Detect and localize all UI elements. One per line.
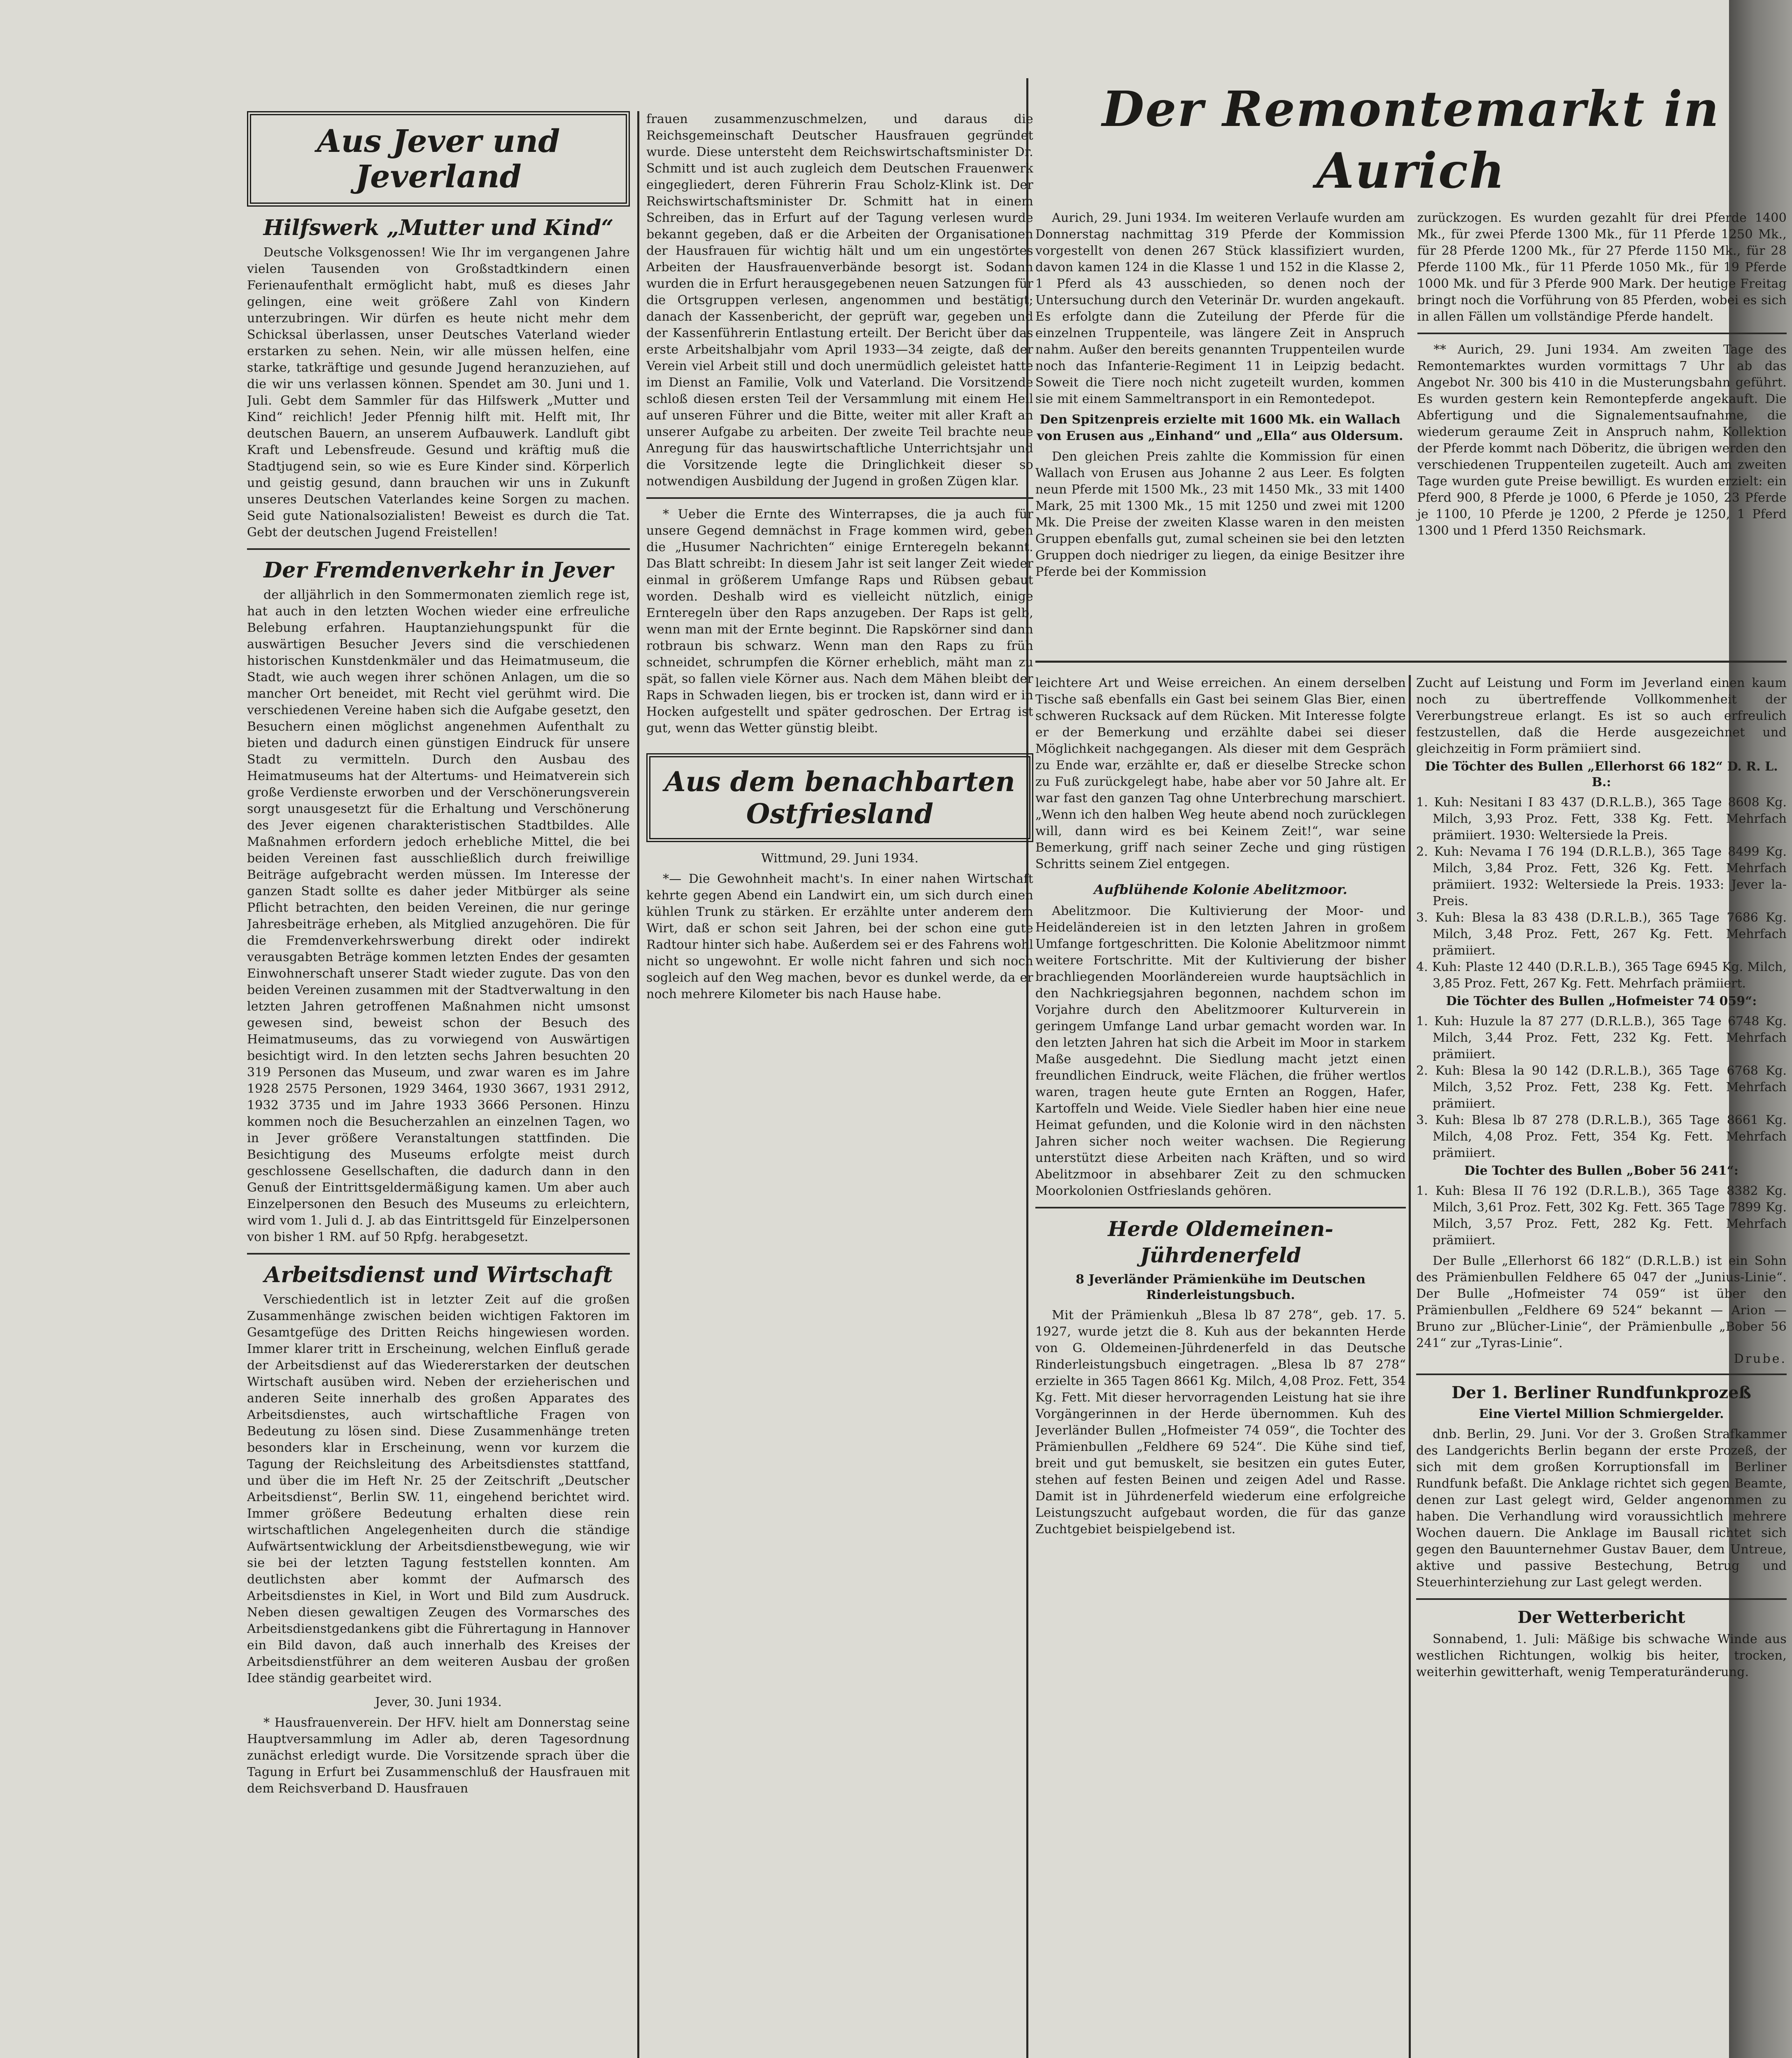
article-subtitle: 8 Jeverländer Prämienkühe im Deutschen Rinderleistungsbuch. bbox=[1076, 1272, 1366, 1302]
local-section-header: Aus Jever und Jeverland bbox=[247, 111, 630, 207]
dateline: Wittmund, 29. Juni 1934. bbox=[761, 851, 919, 866]
right-body bbox=[1417, 210, 1787, 580]
article-text: Den gleichen Preis zahlte die Kommission für einen Wallach von Erusen aus Johanne 2 aus Leer. Es folgten neun Pferde mit 1500 Mk., 23 mit 1450 Mk., 33 mit 1400 Mark, 25 mit 1300 Mk., 15 mit 1250 und zwei mit 1200 Mk. Die Preise der zweiten Klasse waren in den meisten Gruppen ebenfalls gut, zumal scheinen sie bei den letzten Gruppen doch niedriger zu liegen, da einige Besitzer ihre Pferde bei der Kommission bbox=[1035, 449, 1405, 579]
article-text: * Hausfrauenverein. Der HFV. hielt am Donnerstag seine Hauptversammlung im Adler ab, deren Tagesordnung zunächst erledigt wurde. Die Vorsitzende sprach über die Tagung in Erfurt bei Zusammenschluß der Hausfrauen mit dem Reichsverband D. Hausfrauen bbox=[247, 1716, 630, 1796]
article-title: Aufblühende Kolonie Abelitzmoor. bbox=[1094, 882, 1347, 897]
author-signature: Drube. bbox=[1734, 1352, 1787, 1366]
remontemarkt-article bbox=[1035, 78, 1787, 654]
article-text: Zucht auf Leistung und Form im Jeverland einen kaum noch zu übertreffende Vollkommenheit der Vererbungstreue erlangt. Es ist so auch erfreulich festzustellen, daß die Herde ausgezeichnet und gleichzeitig in Form prämiiert sind. bbox=[1416, 676, 1787, 756]
list-heading: Die Töchter des Bullen „Ellerhorst 66 182“ D. R. L. B.: bbox=[1425, 759, 1778, 789]
list-item: 1. Kuh: Huzule la 87 277 (D.R.L.B.), 365 Tage 6748 Kg. Milch, 3,44 Proz. Fett, 232 Kg. Fett. Mehrfach prämiiert. bbox=[1416, 1014, 1787, 1062]
list-item: 3. Kuh: Blesa lb 87 278 (D.R.L.B.), 365 Tage 8661 Kg. Milch, 4,08 Proz. Fett, 354 Kg. Fett. Mehrfach prämiiert. bbox=[1416, 1113, 1787, 1160]
article-text: Deutsche Volksgenossen! Wie Ihr im vergangenen Jahre vielen Tausenden von Großstadtkindern einen Ferienaufenthalt ermöglicht habt, muß es dieses Jahr gelingen, eine weit größere Zahl von Kindern unterzubringen. Wir dürfen es heute nicht mehr dem Schicksal überlassen, unser Deutsches Vaterland wieder erstarken zu sehen. Nein, wir alle müssen helfen, eine starke, tatkräftige und gesunde Jugend heranzuziehen, auf die wir uns verlassen können. Spendet am 30. Juni und 1. Juli. Gebt dem Sammler für das Hilfswerk „Mutter und Kind“ reichlich! Jeder Pfennig hilft mit. Helft mit, Ihr deutschen Bauern, an unserem Aufbauwerk. Landluft gibt Kraft und Lebensfreude. Gesund und kräftig muß die Stadtjugend sein, so wie es Eure Kinder sind. Körperlich und geistig gesund, dann brauchen wir uns in Zukunft unseres Deutschen Vaterlandes keine Sorgen zu machen. Seid gute Nationalsozialisten! Beweist es durch die Tat. Gebt der deutschen Jugend Freistellen! bbox=[247, 245, 630, 540]
article-text: leichtere Art und Weise erreichen. An einem derselben Tische saß ebenfalls ein Gast bei seinem Glas Bier, einen schweren Rucksack auf dem Rücken. Mit Interesse folgte er der Bemerkung und erzählte dabei sei dieser Möglichkeit nachgegangen. Als dieser mit dem Gespräch zu Ende war, erzählte er, daß er dieselbe Strecke schon zu Fuß zurückgelegt habe, habe aber vor 50 Jahre alt. Er war fast den ganzen Tag ohne Unterbrechung marschiert. „Wenn ich den halben Weg heute abend noch zurücklegen will, dann wird es bei Keinem Zeit!“, war seine Bemerkung, griff nach seiner Zeche und ging rüstigen Schritts seinem Ziel entgegen. bbox=[1035, 676, 1406, 871]
list-heading: Die Töchter des Bullen „Hofmeister 74 059“: bbox=[1446, 994, 1757, 1008]
headline: Der Remontemarkt in Aurich bbox=[1102, 80, 1720, 199]
article-title: Arbeitsdienst und Wirtschaft bbox=[264, 1262, 613, 1287]
article-text: Aurich, 29. Juni 1934. Im weiteren Verlaufe wurden am Donnerstag nachmittag 319 Pferde der Kommission vorgestellt von denen 267 Stück klassifiziert wurden, davon kamen 124 in die Klasse 1 und 152 in die Klasse 2, 1 Pferd als 43 ausschieden, so denen noch der Untersuchung durch den Veterinär Dr. wurden angekauft. Es erfolgte dann die Zuteilung der Pferde für die einzelnen Truppenteile, was längere Zeit in Anspruch nahm. Außer den bereits genannten Truppenteilen wurde noch das Infanterie-Regiment 11 in Leipzig bedacht. Soweit die Tiere noch nicht zugeteilt wurden, kommen sie mit einem Sammeltransport in ein Remontedepot. bbox=[1035, 211, 1405, 406]
list-item: 2. Kuh: Blesa la 90 142 (D.R.L.B.), 365 Tage 6768 Kg. Milch, 3,52 Proz. Fett, 238 Kg. Fett. Mehrfach prämiiert. bbox=[1416, 1064, 1787, 1111]
article-text: Sonnabend, 1. Juli: Mäßige bis schwache Winde aus westlichen Richtungen, wolkig bis heiter, trocken, weiterhin gewitterhaft, wenig Temperaturänderung. bbox=[1416, 1632, 1787, 1679]
article-text: Verschiedentlich ist in letzter Zeit auf die großen Zusammenhänge zwischen beiden wichtigen Faktoren im Gesamtgefüge des Dritten Reichs hingewiesen worden. Immer klarer tritt in Erscheinung, welchen Einfluß gerade der Arbeitsdienst auf das Wiedererstarken der deutschen Wirtschaft ausüben wird. Neben der erzieherischen und anderen Seite innerhalb des großen Apparates des Arbeitsdienstes, auch wirtschaftliche Fragen von Bedeutung zu lösen sind. Diese Zusammenhänge treten besonders klar in Erscheinung, wenn vor kurzem die Tagung der Reichsleitung des Arbeitsdienstes stattfand, und über die im Heft Nr. 25 der Zeitschrift „Deutscher Arbeitsdienst“, Berlin SW. 11, eingehend berichtet wird. Immer größere Bedeutung erhalten diese rein wirtschaftlichen Angelegenheiten durch die ständige Aufwärtsentwicklung der Arbeitsdienstbewegung, wie wir sie bei der letzten Tagung feststellen konnten. Am deutlichsten aber kommt der Aufmarsch des Arbeitsdienstes in Kiel, in Wort und Bild zum Ausdruck. Neben diesen gewaltigen Zeugen des Vormarsches des Arbeitsdienstgedankens gibt die Führertagung in Hannover ein Bild davon, daß auch innerhalb des Kreises der Arbeitsdienstführer an dem weiteren Ausbau der großen Idee ständig gearbeitet wird. bbox=[247, 1292, 630, 1686]
article-title: Der Fremdenverkehr in Jever bbox=[263, 558, 613, 583]
column-rule bbox=[637, 111, 639, 2058]
column-4 bbox=[1416, 675, 1787, 2058]
article-text: ** Aurich, 29. Juni 1934. Am zweiten Tage des Remontemarktes wurden vormittags 7 Uhr ab das Angebot Nr. 300 bis 410 in die Musterungsbahn geführt. Es wurden gestern kein Remontepferde angekauft. Die Abfertigung und die Signalementsaufnahme, die wiederum geraume Zeit in Anspruch nahm, Kollektion der Pferde kommt nach Döberitz, die übrigen werden den verschiedenen Truppenteilen zugeteilt. Auch am zweiten Tage wurden gute Preise bewilligt. Es wurden erzielt: ein Pferd 900, 8 Pferde je 1000, 6 Pferde je 1050, 23 Pferde je 1100, 10 Pferde je 1200, 2 Pferde je 1250, 1 Pferd 1300 und 1 Pferd 1350 Reichsmark. bbox=[1417, 342, 1787, 538]
list-item: 2. Kuh: Nevama I 76 194 (D.R.L.B.), 365 Tage 8499 Kg. Milch, 3,84 Proz. Fett, 326 Kg. Fett. Mehrfach prämiiert. 1932: Weltersiede la Preis. 1933: Jever la-Preis. bbox=[1416, 845, 1787, 908]
separator bbox=[1035, 1207, 1406, 1208]
article-text: Mit der Prämienkuh „Blesa lb 87 278“, geb. 17. 5. 1927, wurde jetzt die 8. Kuh aus der bekannten Herde von G. Oldemeinen-Jührdenerfeld in das Deutsche Rinderleistungsbuch eingetragen. „Blesa lb 87 278“ erzielte in 365 Tagen 8661 Kg. Milch, 4,08 Proz. Fett, 354 Kg. Fett. Mit dieser hervorragenden Leistung hat sie ihre Vorgängerinnen in der Herde übernommen. Kuh des Jeverländer Bullen „Hofmeister 74 059“, die Tochter des Prämienbullen „Feldhere 69 524“. Die Kühe sind tief, breit und gut bemuskelt, sie besitzen ein gutes Euter, stehen auf festen Beinen und zeigen Adel und Rasse. Damit ist in Jührdenerfeld wiederum eine erfolgreiche Leistungszucht aufgebaut worden, die für das ganze Zuchtgebiet beispielgebend ist. bbox=[1035, 1308, 1406, 1537]
list-item: 3. Kuh: Blesa la 83 438 (D.R.L.B.), 365 Tage 7686 Kg. Milch, 3,48 Proz. Fett, 267 Kg. Fett. Mehrfach prämiiert. bbox=[1416, 910, 1787, 958]
two-column-body bbox=[1035, 210, 1787, 580]
separator bbox=[1417, 333, 1787, 334]
article-title: Herde Oldemeinen-Jührdenerfeld bbox=[1108, 1217, 1333, 1267]
article-subtitle: Eine Viertel Million Schmiergelder. bbox=[1479, 1407, 1724, 1421]
article-text: Der Bulle „Ellerhorst 66 182“ (D.R.L.B.) ist ein Sohn des Prämienbullen Feldhere 65 047 der „Junius-Linie“. Der Bulle „Hofmeister 74 059“ ist über den Prämienbullen „Feldhere 69 524“ bekannt — Arion — Bruno zur „Blücher-Linie“, der Prämienbulle „Bober 56 241“ zur „Tyras-Linie“. bbox=[1416, 1254, 1787, 1350]
article-text: * Ueber die Ernte des Winterrapses, die ja auch für unsere Gegend demnächst in Frage kommen wird, geben die „Husumer Nachrichten“ einige Ernteregeln bekannt. Das Blatt schreibt: In diesem Jahr ist seit langer Zeit wieder einmal in größerem Umfange Raps und Rübsen gebaut worden. Deshalb wird es vielleicht nützlich, einige Ernteregeln über den Raps anzugeben. Der Raps ist gelb, wenn man mit der Ernte beginnt. Die Rapskörner sind dann rotbraun bis schwarz. Wenn man den Raps zu früh schneidet, schrumpfen die Körner erheblich, mäht man zu spät, so fallen viele Körner aus. Nach dem Mähen bleibt der Raps in Schwaden liegen, bis er trocken ist, dann wird er in Hocken aufgestellt und später gedroschen. Der Ertrag ist gut, wenn das Wetter günstig bleibt. bbox=[646, 507, 1033, 736]
separator bbox=[247, 1253, 630, 1255]
separator bbox=[1416, 1598, 1787, 1600]
column-3 bbox=[1035, 675, 1406, 2058]
list-item: 1. Kuh: Blesa II 76 192 (D.R.L.B.), 365 Tage 8382 Kg. Milch, 3,61 Proz. Fett, 302 Kg. Fett. 365 Tage 7899 Kg. Milch, 3,57 Proz. Fett, 282 Kg. Fett. Mehrfach prämiiert. bbox=[1416, 1184, 1787, 1248]
separator bbox=[247, 548, 630, 550]
section-rule bbox=[1035, 661, 1787, 663]
regional-section-header: Aus dem benachbarten Ostfriesland bbox=[646, 753, 1033, 842]
column-2 bbox=[646, 111, 1033, 2058]
column-rule bbox=[1409, 675, 1411, 2058]
article-text: der alljährlich in den Sommermonaten ziemlich rege ist, hat auch in den letzten Wochen wieder eine erfreuliche Belebung erfahren. Hauptanziehungspunkt für die auswärtigen Besucher Jevers sind die verschiedenen historischen Kunstdenkmäler und das Heimatmuseum, die Stadt, wie auch wegen ihrer schönen Anlagen, um die so mancher Ort beneidet, mit Recht viel gerühmt wird. Die verschiedenen Vereine haben sich die Aufgabe gesetzt, den Besuchern einen möglichst angenehmen Aufenthalt zu bieten und dadurch einen günstigen Eindruck für unsere Stadt zu vermitteln. Durch den Ausbau des Heimatmuseums hat der Altertums- und Heimatverein sich große Verdienste erworben und der Verschönerungsverein sorgt unausgesetzt für die Erhaltung und Verschönerung des Jever eigenen charakteristischen Stadtbildes. Alle Maßnahmen erfordern jedoch erhebliche Mittel, die bei beiden Vereinen fast ausschließlich durch freiwillige Beiträge aufgebracht werden müssen. Im Interesse der ganzen Stadt sollte es daher jeder Mitbürger als seine Pflicht betrachten, den beiden Vereinen, die nur geringe Jahresbeiträge erheben, als Mitglied anzugehören. Die für die Fremdenverkehrswerbung direkt oder indirekt verausgabten Beträge kommen letzten Endes der gesamten Einwohnerschaft unserer Stadt wieder zugute. Das von den beiden Vereinen zusammen mit der Stadtverwaltung in den letzten Jahren getroffenen Maßnahmen nicht umsonst gewesen sind, beweist schon der Besuch des Heimatmuseums, das zu vorwiegend von Auswärtigen besichtigt wird. In den letzten sechs Jahren besuchten 20 319 Personen das Museum, und zwar waren es im Jahre 1928 2575 Personen, 1929 3464, 1930 3667, 1931 2912, 1932 3735 und im Jahre 1933 3666 Personen. Hinzu kommen noch die Besucherzahlen an einzelnen Tagen, wo in Jever größere Veranstaltungen stattfinden. Die Besichtigung des Museums erfolgte meist durch geschlossene Gesellschaften, die dadurch dann in den Genuß der Eintrittsgeldermäßigung kamen. Um aber auch Einzelpersonen den Besuch des Museums zu erleichtern, wird vom 1. Juli d. J. ab das Eintrittsgeld für Einzelpersonen von bisher 1 RM. auf 50 Rpfg. herabgesetzt. bbox=[247, 588, 630, 1244]
separator bbox=[646, 497, 1033, 499]
article-text: frauen zusammenzuschmelzen, und daraus die Reichsgemeinschaft Deutscher Hausfrauen gegründet wurde. Diese untersteht dem Reichswirtschaftsminister Dr. Schmitt und ist auch zugleich dem Deutschen Frauenwerk eingegliedert, deren Führerin Frau Scholz-Klink ist. Der Reichswirtschaftsminister Dr. Schmitt hat in einem Schreiben, das in Erfurt auf der Tagung verlesen wurde bekannt gegeben, daß er die Arbeiten der Organisationen der Hausfrauen für wichtig hält und um ein ungestörtes Arbeiten der Hausfrauenverbände besorgt ist. Sodann wurden die in Erfurt herausgegebenen neuen Satzungen für die Ortsgruppen verlesen, angenommen und bestätigt; danach der Kassenbericht, der geprüft war, gegeben und der Kassenführerin Entlastung erteilt. Der Bericht über das erste Arbeitshalbjahr vom April 1933—34 zeigte, daß der Verein viel Arbeit still und doch unermüdlich geleistet hatte im Dienst an Familie, Volk und Vaterland. Die Vorsitzende schloß diesen ersten Teil der Versammlung mit einem Heil auf unseren Führer und die Bitte, weiter mit aller Kraft an unserer Aufgabe zu arbeiten. Der zweite Teil brachte neue Anregung für das hauswirtschaftliche Unterrichtsjahr und die Vorsitzende legte die Dringlichkeit dieser so notwendigen Ausbildung der Jugend in großen Zügen klar. bbox=[646, 112, 1033, 489]
list-item: 4. Kuh: Plaste 12 440 (D.R.L.B.), 365 Tage 6945 Kg. Milch, 3,85 Proz. Fett, 267 Kg. Fett. Mehrfach prämiiert. bbox=[1416, 960, 1787, 991]
left-body bbox=[1035, 210, 1405, 580]
article-title: Hilfswerk „Mutter und Kind“ bbox=[263, 215, 614, 240]
article-text: zurückzogen. Es wurden gezahlt für drei Pferde 1400 Mk., für zwei Pferde 1300 Mk., für 11 Pferde 1250 Mk., für 28 Pferde 1200 Mk., für 27 Pferde 1150 Mk., für 28 Pferde 1100 Mk., für 11 Pferde 1050 Mk., für 19 Pferde 1000 Mk. und für 3 Pferde 900 Mark. Der heutige Freitag bringt noch die Vorführung von 85 Pferden, wobei es sich in allen Fällen um vollständige Pferde handelt. bbox=[1417, 211, 1787, 324]
article-title: Der Wetterbericht bbox=[1517, 1608, 1685, 1627]
column-1 bbox=[247, 111, 630, 2058]
list-heading: Die Tochter des Bullen „Bober 56 241“: bbox=[1464, 1164, 1738, 1178]
list-item: 1. Kuh: Nesitani I 83 437 (D.R.L.B.), 365 Tage 8608 Kg. Milch, 3,93 Proz. Fett, 338 Kg. Fett. Mehrfach prämiiert. 1930: Weltersiede la Preis. bbox=[1416, 795, 1787, 843]
article-text-bold: Den Spitzenpreis erzielte mit 1600 Mk. ein Wallach von Erusen aus „Einhand“ und „Ella“ aus Oldersum. bbox=[1037, 412, 1403, 443]
article-title: Der 1. Berliner Rundfunkprozeß bbox=[1452, 1383, 1751, 1402]
dateline: Jever, 30. Juni 1934. bbox=[375, 1695, 502, 1709]
article-text: dnb. Berlin, 29. Juni. Vor der 3. Großen Strafkammer des Landgerichts Berlin begann der erste Prozeß, der sich mit dem großen Korruptionsfall im Berliner Rundfunk befaßt. Die Anklage richtet sich gegen Beamte, denen zur Last gelegt wird, Gelder angenommen zu haben. Die Verhandlung wird voraussichtlich mehrere Wochen dauern. Die Anklage im Bausall richtet sich gegen den Bauunternehmer Gustav Bauer, dem Untreue, aktive und passive Bestechung, Betrug und Steuerhinterziehung zur Last gelegt werden. bbox=[1416, 1427, 1787, 1590]
article-text: *— Die Gewohnheit macht's. In einer nahen Wirtschaft kehrte gegen Abend ein Landwirt ein, um sich durch einen kühlen Trunk zu stärken. Er erzählte unter anderem dem Wirt, daß er schon seit Jahren, bei der schon eine gute Radtour hinter sich habe. Außerdem sei er des Fahrens wohl nicht so ungewohnt. Er wolle nicht fahren und sich noch sogleich auf den Weg machen, bevor es dunkel werde, da er noch mehrere Kilometer bis nach Hause habe. bbox=[646, 872, 1033, 1001]
article-text: Abelitzmoor. Die Kultivierung der Moor- und Heideländereien ist in den letzten Jahren in großem Umfange fortgeschritten. Die Kolonie Abelitzmoor nimmt weitere Fortschritte. Mit der Kultivierung der bisher brachliegenden Moorländereien wurde hauptsächlich in den Nachkriegsjahren begonnen, nachdem schon im Vorjahre durch den Abelitzmoorer Kulturverein in geringem Umfange Land urbar gemacht worden war. In den letzten Jahren hat sich die Arbeit im Moor in starkem Maße ausgedehnt. Die Siedlung macht jetzt einen freundlichen Eindruck, weite Flächen, die früher wertlos waren, tragen heute gute Ernten an Roggen, Hafer, Kartoffeln und Weide. Viele Siedler haben hier eine neue Heimat gefunden, und die Kolonie wird in den nächsten Jahren sicher noch weiter wachsen. Die Regierung unterstützt diese Arbeiten nach Kräften, und so wird Abelitzmoor in absehbarer Zeit zu den schmucken Moorkolonien Ostfrieslands gehören. bbox=[1035, 904, 1406, 1198]
separator bbox=[1416, 1374, 1787, 1375]
